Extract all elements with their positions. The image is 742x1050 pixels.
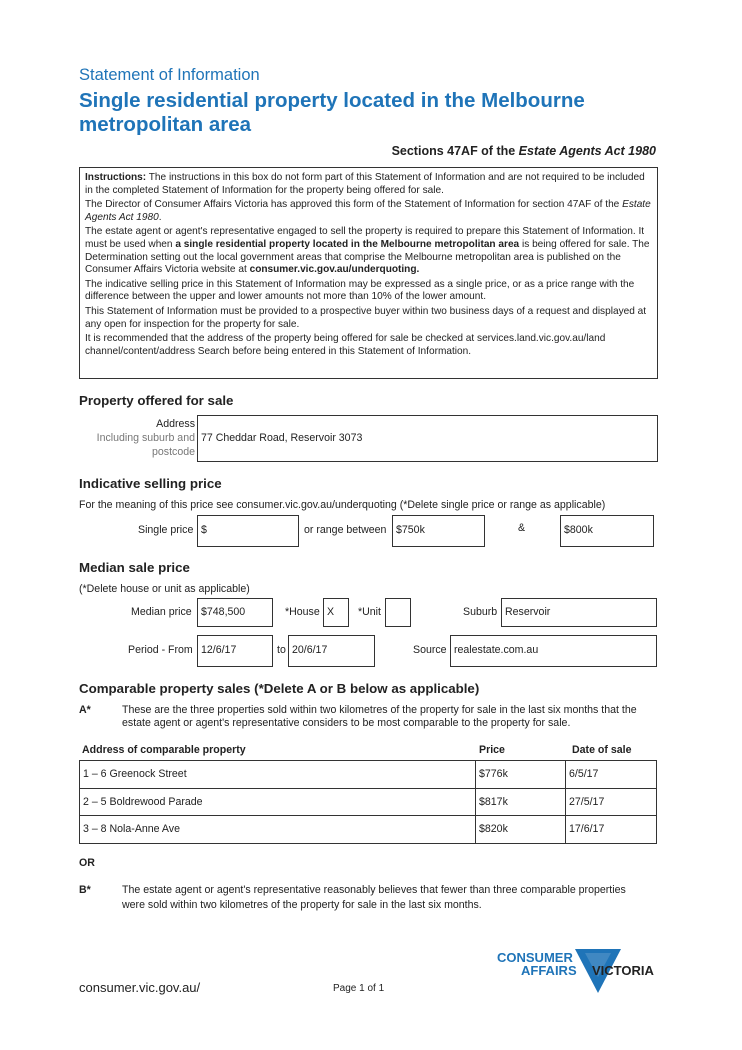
comparable-heading: Comparable property sales (*Delete A or B below as applicable): [79, 681, 480, 696]
page-number: Page 1 of 1: [333, 983, 385, 994]
suburb-label: Suburb: [463, 606, 498, 618]
table-row: [80, 761, 657, 789]
instructions-p3e: is being offered for sale. The Determination setting out the local government areas that comprise the Melbourne metropolitan area is published on the Consumer Affairs Victoria website at: [85, 238, 650, 276]
col-price-header: Price: [479, 744, 505, 756]
instructions-p2-end: .: [158, 211, 162, 223]
logo-consumer: CONSUMER: [497, 950, 573, 965]
indicative-heading: Indicative selling price: [79, 476, 222, 491]
range-label: or range between: [304, 524, 387, 536]
instructions-p1: The instructions in this box do not form part of this Statement of Information and are not required to be included in the completed Statement of Information for the property being offered for sale.: [85, 172, 645, 196]
instructions-box: [79, 167, 658, 379]
instructions-label: Instructions:: [85, 172, 147, 183]
option-b-text-2: were sold within two kilometres of the property for sale in the last six months.: [122, 899, 482, 911]
sections-act: Estate Agents Act 1980: [518, 144, 656, 158]
instructions-p5: This Statement of Information must be provided to a prospective buyer within two business days of a request and displayed at any open for inspection for the property for sale.: [85, 305, 647, 330]
logo-victoria: VICTORIA: [592, 963, 654, 978]
sections-prefix: Sections 47AF of the: [391, 144, 519, 158]
instructions-p4: The indicative selling price in this Statement of Information may be expressed as a single price, or as a price range with the difference between the upper and lower amounts not more than 10% of the lower amount.: [85, 278, 635, 303]
range-low-field[interactable]: $750k: [392, 515, 485, 547]
option-a-text-2: estate agent or agent's representative considers to be most comparable to the property for sale.: [122, 717, 571, 729]
row-price[interactable]: $776k: [476, 761, 566, 789]
range-ampersand: &: [518, 522, 526, 534]
source-label: Source: [413, 644, 447, 656]
median-heading: Median sale price: [79, 560, 190, 575]
single-price-field[interactable]: $: [197, 515, 299, 547]
form-subtitle: Statement of Information: [79, 66, 260, 84]
sections-reference: [392, 144, 656, 158]
logo-affairs: AFFAIRS: [521, 963, 577, 978]
row-price[interactable]: $817k: [476, 788, 566, 816]
instructions-p3b: or agent's representative engaged to sell the property is required to prepare: [163, 226, 502, 238]
option-a-marker: A*: [79, 704, 91, 716]
single-price-label: Single price: [138, 524, 194, 536]
row-price[interactable]: $820k: [476, 816, 566, 844]
period-from-field[interactable]: 12/6/17: [197, 635, 273, 667]
row-date[interactable]: 6/5/17: [566, 761, 657, 789]
instructions-p3c: this Statement of Information. It must be used when: [85, 226, 645, 250]
option-b-text-1: The estate agent or agent's representative reasonably believes that fewer than three comparable properties: [122, 884, 626, 896]
form-title: Single residential property located in the Melbourne metropolitan area: [79, 89, 585, 136]
instructions-p3a: The estate agent: [85, 226, 164, 238]
table-row: [80, 788, 657, 816]
address-label: Address: [156, 418, 195, 430]
option-b-marker: B*: [79, 884, 91, 896]
row-address[interactable]: 2 – 5 Boldrewood Parade: [80, 788, 476, 816]
suburb-field[interactable]: Reservoir: [501, 598, 657, 627]
option-a-text-1: These are the three properties sold within two kilometres of the property for sale in the last six months that the: [122, 704, 637, 716]
address-sublabel: Including suburb and: [96, 432, 195, 444]
instructions-p2-act: Estate Agents Act 1980: [85, 199, 651, 223]
range-high-field[interactable]: $800k: [560, 515, 654, 547]
instructions-p6: It is recommended that the address of the property being offered for sale be checked at services.land.vic.gov.au/land channel/content/address Search before being entered in this Statement of Information.: [85, 333, 606, 357]
row-address[interactable]: 3 – 8 Nola-Anne Ave: [80, 816, 476, 844]
comparable-table: [79, 760, 657, 844]
house-checkbox[interactable]: X: [323, 598, 349, 627]
unit-label: *Unit: [358, 606, 381, 618]
row-date[interactable]: 27/5/17: [566, 788, 657, 816]
period-to-label: to: [277, 644, 286, 656]
address-field[interactable]: 77 Cheddar Road, Reservoir 3073: [197, 415, 658, 462]
indicative-note: For the meaning of this price see consumer.vic.gov.au/underquoting (*Delete single price or range as applicable): [79, 499, 606, 511]
median-price-label: Median price: [131, 606, 192, 618]
table-row: [80, 816, 657, 844]
instructions-p3d: a single residential property located in the Melbourne metropolitan area: [175, 238, 520, 250]
row-date[interactable]: 17/6/17: [566, 816, 657, 844]
row-address[interactable]: 1 – 6 Greenock Street: [80, 761, 476, 789]
or-separator: OR: [79, 857, 95, 869]
period-to-field[interactable]: 20/6/17: [288, 635, 375, 667]
source-field[interactable]: realestate.com.au: [450, 635, 657, 667]
median-price-field[interactable]: $748,500: [197, 598, 273, 627]
instructions-p2: The Director of Consumer Affairs Victoria has approved this form of the Statement of Information for section 47AF of the: [85, 199, 623, 211]
col-address-header: Address of comparable property: [82, 744, 246, 756]
median-note: (*Delete house or unit as applicable): [79, 583, 250, 595]
period-from-label: Period - From: [128, 644, 193, 656]
instructions-p3f: consumer.vic.gov.au/underquoting.: [249, 264, 420, 276]
consumer-affairs-victoria-logo: [497, 949, 659, 995]
col-date-header: Date of sale: [572, 744, 632, 756]
property-heading: Property offered for sale: [79, 393, 234, 408]
unit-checkbox[interactable]: [385, 598, 411, 627]
address-postcode-label: postcode: [152, 446, 195, 458]
house-label: *House: [285, 606, 320, 618]
footer-website: consumer.vic.gov.au/: [79, 980, 201, 995]
